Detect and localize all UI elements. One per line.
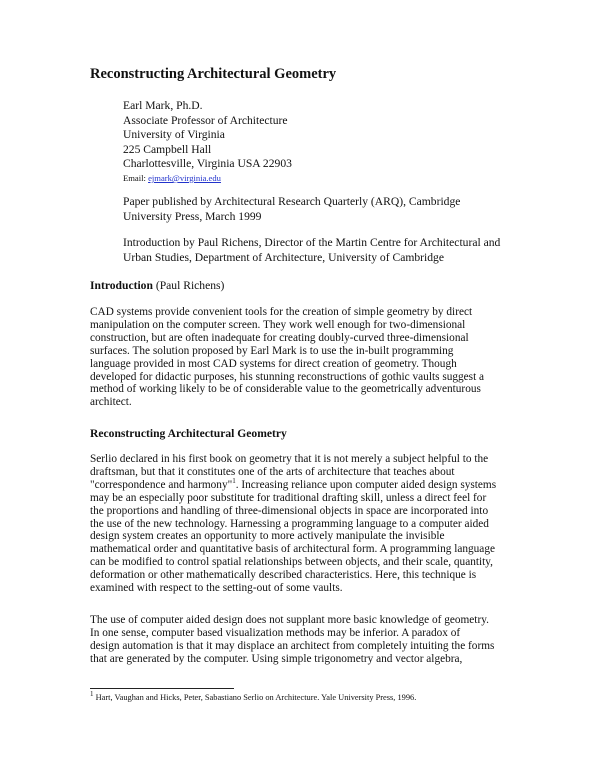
introduction-credit xyxy=(123,236,523,265)
footnote-mark: 1 xyxy=(90,690,94,699)
paragraph-line: design automation is that it may displace an architect from completely intuiting the forms xyxy=(90,639,495,652)
paragraph-line: can be modified to control spatial relationships between objects, and their scale, quantity, xyxy=(90,556,494,569)
computer-aided-design-paragraph xyxy=(90,614,526,666)
introduction-heading-bold: Introduction xyxy=(90,279,153,292)
paragraph-line: method of working likely to be of considerable value to the geometrically adventurous xyxy=(90,383,481,396)
quote-text: "correspondence and harmony" xyxy=(90,478,233,491)
paragraph-line: draftsman, but that it constitutes one of the arts of architecture that teaches about xyxy=(90,465,455,478)
paragraph-line: manipulation on the computer screen. They work well enough for two-dimensional xyxy=(90,318,466,331)
publication-line1: Paper published by Architectural Research Quarterly (ARQ), Cambridge xyxy=(123,195,461,208)
publication-note xyxy=(123,195,523,224)
introduction-paragraph xyxy=(90,306,526,409)
author-institution: University of Virginia xyxy=(123,128,225,142)
introduction-heading xyxy=(90,279,224,292)
section-heading xyxy=(90,427,287,440)
email-label: Email: xyxy=(123,172,149,183)
paragraph-line: developed for didactic purposes, his stunning reconstructions of gothic vaults suggest a xyxy=(90,370,485,383)
paragraph-line: CAD systems provide convenient tools for the creation of simple geometry by direct xyxy=(90,306,473,318)
author-email-line xyxy=(123,172,292,184)
intro-credit-line1: Introduction by Paul Richens, Director of the Martin Centre for Architectural and xyxy=(123,236,501,249)
intro-credit-line2: Urban Studies, Department of Architecture, University of Cambridge xyxy=(123,250,444,264)
paragraph-line: design system creates an opportunity to more actively manipulate the invisible xyxy=(90,530,445,543)
line-continuation: . Increasing reliance upon computer aided design systems xyxy=(235,478,497,491)
author-name: Earl Mark, Ph.D. xyxy=(123,99,203,112)
paragraph-line: the use of the new technology. Harnessing a programming language to a computer aided xyxy=(90,517,489,530)
footnote-reference[interactable]: 1 xyxy=(232,477,236,486)
publication-line2: University Press, March 1999 xyxy=(123,209,262,223)
paragraph-line: architect. xyxy=(90,396,132,409)
paragraph-line: examined with respect to the setting-out of some vaults. xyxy=(90,582,343,595)
paragraph-line: deformation or other mathematically described characteristics. Here, this technique is xyxy=(90,569,477,582)
paragraph-line: that are generated by the computer. Using simple trigonometry and vector algebra, xyxy=(90,652,463,665)
paper-title: Reconstructing Architectural Geometry xyxy=(90,66,337,82)
section-heading-text: Reconstructing Architectural Geometry xyxy=(90,427,287,440)
introduction-heading-credit: (Paul Richens) xyxy=(152,279,225,292)
paragraph-line: mathematical order and quantitative basis of architectural form. A programming language xyxy=(90,543,495,556)
author-block xyxy=(123,99,292,184)
footnote xyxy=(90,690,417,702)
serlio-paragraph xyxy=(90,453,526,595)
footnote-separator xyxy=(90,688,234,689)
paragraph-line: may be an especially poor substitute for traditional drafting skill, unless a direct feel for xyxy=(90,491,487,504)
paragraph-line: language provided in most CAD systems for direct creation of geometry. Though xyxy=(90,357,457,370)
paragraph-line: The use of computer aided design does not supplant more basic knowledge of geometry. xyxy=(90,614,489,626)
author-position: Associate Professor of Architecture xyxy=(123,113,288,127)
paragraph-line xyxy=(90,479,526,492)
author-address-line2: Charlottesville, Virginia USA 22903 xyxy=(123,157,292,171)
email-link[interactable]: ejmark@virginia.edu xyxy=(148,172,221,183)
paragraph-line: the proportions and handling of three-dimensional objects in space are incorporated into xyxy=(90,504,489,517)
paragraph-line: construction, but are often inadequate for creating doubly-curved three-dimensional xyxy=(90,331,469,344)
footnote-text: Hart, Vaughan and Hicks, Peter, Sabastiano Serlio on Architecture. Yale University Press, 1996. xyxy=(93,693,417,702)
paragraph-line: surfaces. The solution proposed by Earl Mark is to use the in-built programming xyxy=(90,344,454,357)
author-address-line1: 225 Campbell Hall xyxy=(123,142,212,156)
paragraph-line: In one sense, computer based visualization methods may be inferior. A paradox of xyxy=(90,626,461,639)
paragraph-line: Serlio declared in his first book on geometry that it is not merely a subject helpful to the xyxy=(90,453,489,465)
